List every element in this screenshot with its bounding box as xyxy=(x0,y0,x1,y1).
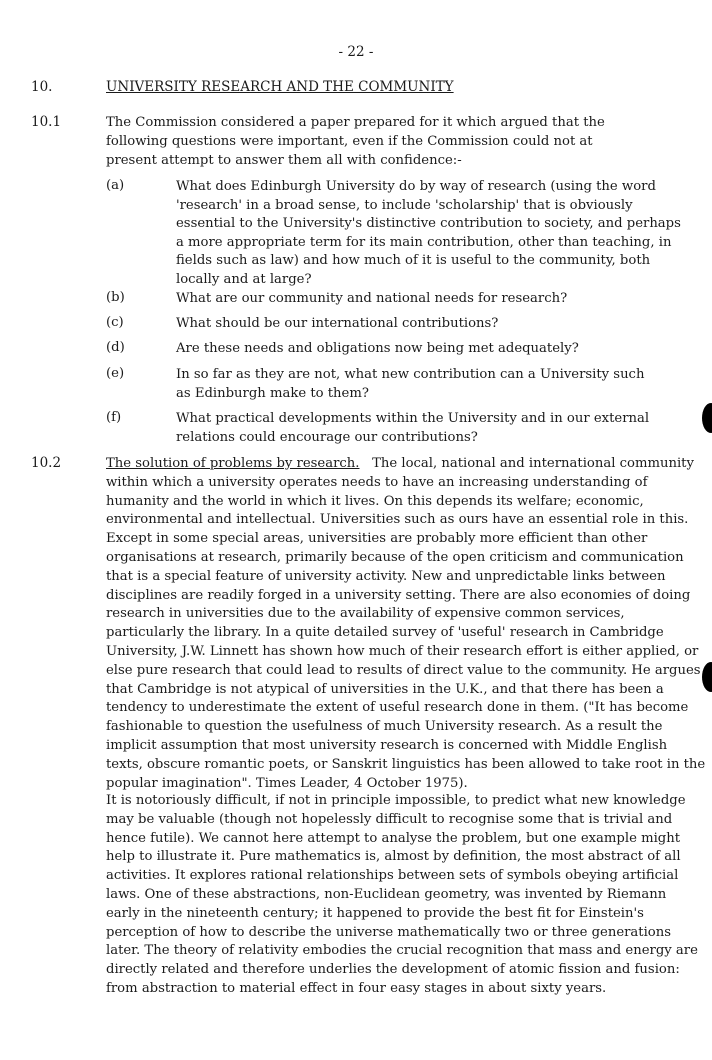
item-label: (b) xyxy=(106,290,125,305)
subsection-number: 10.2 xyxy=(31,455,62,471)
item-label: (f) xyxy=(106,410,122,425)
item-text: In so far as they are not, what new contribution can a University such as Edinburgh make to them? xyxy=(176,367,645,401)
subsection-body xyxy=(106,455,706,793)
item-text: What practical developments within the University and in our external relations could encourage our contributions? xyxy=(176,411,650,445)
section-heading: UNIVERSITY RESEARCH AND THE COMMUNITY xyxy=(106,79,454,95)
item-text: What are our community and national needs for research? xyxy=(176,291,568,306)
item-text: What does Edinburgh University do by way of research (using the word 'research' in a broad sense, to include 'scholarship' that is obviously essential to the University's distinctive contribution to society, and perhaps a more appropriate term for its main contribution, other than teaching, in fields such as law) and how much of it is useful to the community, both locally and at large? xyxy=(176,179,681,287)
paragraph-text: The local, national and international community within which a university operates needs to have an increasing understanding of humanity and the world in which it lives. On this depends its welfare; economic, environmental and intellectual. Universities such as ours have an essential role in this. Except in some special areas, universities are probably more efficient than other organisations at research, primarily because of the open criticism and communication that is a special feature of university activity. New and unpredictable links between disciplines are readily forged in a university setting. There are also economies of doing research in universities due to the availability of expensive common services, particularly the library. In a quite detailed survey of 'useful' research in Cambridge University, J.W. Linnett has shown how much of their research effort is either applied, or else pure research that could lead to results of direct value to the community. He argues that Cambridge is not atypical of universities in the U.K., and that there has been a tendency to underestimate the extent of useful research done in them. ("It has become fashionable to question the usefulness of much University research. As a result the implicit assumption that most university research is concerned with Middle English texts, obscure romantic poets, or Sanskrit linguistics has been allowed to take root in the popular imagination". Times Leader, 4 October 1975). xyxy=(106,456,706,791)
item-text: What should be our international contributions? xyxy=(176,316,499,331)
item-label: (d) xyxy=(106,340,125,355)
subsection-lead: The solution of problems by research. xyxy=(106,456,360,471)
item-label: (a) xyxy=(106,178,125,193)
item-label: (e) xyxy=(106,366,125,381)
item-text: Are these needs and obligations now being met adequately? xyxy=(176,341,579,356)
section-number: 10. xyxy=(31,79,53,95)
subsection-intro: The Commission considered a paper prepared for it which argued that the following questions were important, even if the Commission could not at present attempt to answer them all with confidence:- xyxy=(106,115,605,168)
item-label: (c) xyxy=(106,315,124,330)
page-number: - 22 - xyxy=(338,44,374,60)
punch-hole xyxy=(702,403,712,433)
subsection-number: 10.1 xyxy=(31,114,62,130)
paragraph-text: It is notoriously difficult, if not in principle impossible, to predict what new knowledge may be valuable (though not hopelessly difficult to recognise some that is trivial and hence futile). We cannot here attempt to analyse the problem, but one example might help to illustrate it. Pure mathematics is, almost by definition, the most abstract of all activities. It explores rational relationships between sets of symbols obeying artificial laws. One of these abstractions, non-Euclidean geometry, was invented by Riemann early in the nineteenth century; it happened to provide the best fit for Einstein's perception of how to describe the universe mathematically two or three generations later. The theory of relativity embodies the crucial recognition that mass and energy are directly related and therefore underlies the development of atomic fission and fusion: from abstraction to material effect in four easy stages in about sixty years. xyxy=(106,793,698,996)
